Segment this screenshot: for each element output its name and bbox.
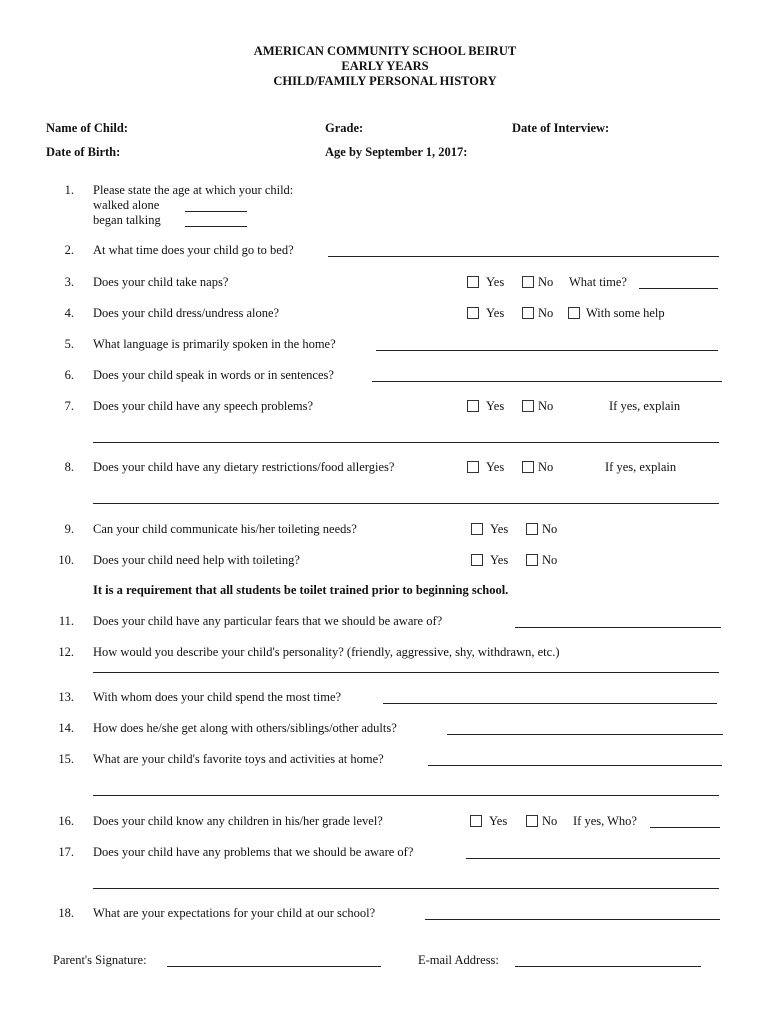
question-number: 16.	[58, 814, 74, 828]
email-label: E-mail Address:	[418, 953, 499, 967]
question-text: Does your child speak in words or in sentences?	[93, 368, 334, 382]
personality-field[interactable]	[93, 672, 719, 673]
question-number: 13.	[58, 690, 74, 704]
what-time-label: What time?	[569, 275, 627, 289]
nap-time-field[interactable]	[639, 288, 718, 289]
question-text: What language is primarily spoken in the home?	[93, 337, 336, 351]
get-along-field[interactable]	[447, 734, 723, 735]
question-number: 10.	[58, 553, 74, 567]
question-text: What are your expectations for your child at our school?	[93, 906, 376, 920]
began-talking-field[interactable]	[185, 226, 247, 227]
question-text: What are your child's favorite toys and activities at home?	[93, 752, 384, 766]
if-yes-who-label: If yes, Who?	[573, 814, 637, 828]
no-label: No	[538, 460, 554, 474]
age-by-label: Age by September 1, 2017:	[325, 145, 468, 159]
yes-label: Yes	[489, 814, 508, 828]
email-field[interactable]	[515, 966, 701, 967]
date-of-birth-label: Date of Birth:	[46, 145, 121, 159]
question-text: With whom does your child spend the most time?	[93, 690, 342, 704]
favorite-toys-field-continued[interactable]	[93, 795, 719, 796]
began-talking-label: began talking	[93, 213, 161, 227]
date-of-interview-label: Date of Interview:	[512, 121, 610, 135]
no-checkbox[interactable]	[522, 461, 534, 473]
question-text: Does your child need help with toileting?	[93, 553, 300, 567]
no-checkbox[interactable]	[522, 276, 534, 288]
name-of-child-label: Name of Child:	[46, 121, 128, 135]
form-title: CHILD/FAMILY PERSONAL HISTORY	[273, 74, 497, 88]
speech-mode-field[interactable]	[372, 381, 722, 382]
question-number: 1.	[64, 183, 74, 197]
no-checkbox[interactable]	[526, 523, 538, 535]
who-field[interactable]	[650, 827, 720, 828]
expectations-field[interactable]	[425, 919, 720, 920]
question-number: 18.	[58, 906, 74, 920]
yes-label: Yes	[490, 553, 509, 567]
yes-label: Yes	[486, 275, 505, 289]
question-text: Please state the age at which your child:	[93, 183, 294, 197]
no-label: No	[538, 306, 554, 320]
question-text: Does your child have any dietary restrictions/food allergies?	[93, 460, 395, 474]
no-checkbox[interactable]	[522, 400, 534, 412]
question-text: Does your child dress/undress alone?	[93, 306, 280, 320]
bedtime-field[interactable]	[328, 256, 719, 257]
question-number: 15.	[58, 752, 74, 766]
no-label: No	[542, 814, 558, 828]
question-text: Can your child communicate his/her toileting needs?	[93, 522, 357, 536]
if-yes-explain-label: If yes, explain	[609, 399, 681, 413]
no-checkbox[interactable]	[526, 815, 538, 827]
yes-checkbox[interactable]	[470, 815, 482, 827]
question-text: Does your child have any particular fears that we should be aware of?	[93, 614, 443, 628]
grade-label: Grade:	[325, 121, 364, 135]
question-text: Does your child take naps?	[93, 275, 229, 289]
question-number: 4.	[64, 306, 74, 320]
question-text: At what time does your child go to bed?	[93, 243, 294, 257]
question-text: Does your child have any problems that we should be aware of?	[93, 845, 414, 859]
question-number: 2.	[64, 243, 74, 257]
question-text: Does your child know any children in his/her grade level?	[93, 814, 383, 828]
yes-label: Yes	[486, 306, 505, 320]
no-label: No	[538, 275, 554, 289]
question-number: 14.	[58, 721, 74, 735]
no-label: No	[542, 553, 558, 567]
question-number: 17.	[58, 845, 74, 859]
yes-checkbox[interactable]	[467, 307, 479, 319]
with-some-help-checkbox[interactable]	[568, 307, 580, 319]
fears-field[interactable]	[515, 627, 721, 628]
yes-label: Yes	[490, 522, 509, 536]
yes-checkbox[interactable]	[467, 400, 479, 412]
question-number: 12.	[58, 645, 74, 659]
question-text: How does he/she get along with others/siblings/other adults?	[93, 721, 397, 735]
question-text: How would you describe your child's personality? (friendly, aggressive, shy, withdrawn, etc.)	[93, 645, 560, 659]
explain-field[interactable]	[93, 442, 719, 443]
question-text: Does your child have any speech problems?	[93, 399, 314, 413]
parent-signature-field[interactable]	[167, 966, 381, 967]
question-number: 3.	[64, 275, 74, 289]
no-label: No	[538, 399, 554, 413]
language-field[interactable]	[376, 350, 718, 351]
with-some-help-label: With some help	[586, 306, 665, 320]
yes-label: Yes	[486, 399, 505, 413]
explain-field[interactable]	[93, 503, 719, 504]
question-number: 5.	[64, 337, 74, 351]
no-checkbox[interactable]	[522, 307, 534, 319]
yes-checkbox[interactable]	[467, 461, 479, 473]
school-name: AMERICAN COMMUNITY SCHOOL BEIRUT	[253, 44, 517, 58]
question-number: 9.	[64, 522, 74, 536]
question-number: 7.	[64, 399, 74, 413]
if-yes-explain-label: If yes, explain	[605, 460, 677, 474]
yes-checkbox[interactable]	[467, 276, 479, 288]
question-number: 6.	[64, 368, 74, 382]
yes-checkbox[interactable]	[471, 554, 483, 566]
parent-signature-label: Parent's Signature:	[53, 953, 147, 967]
yes-checkbox[interactable]	[471, 523, 483, 535]
question-number: 11.	[58, 614, 74, 628]
most-time-field[interactable]	[383, 703, 717, 704]
walked-alone-field[interactable]	[185, 211, 247, 212]
problems-field-continued[interactable]	[93, 888, 719, 889]
no-checkbox[interactable]	[526, 554, 538, 566]
question-number: 8.	[64, 460, 74, 474]
toilet-training-requirement: It is a requirement that all students be toilet trained prior to beginning school.	[93, 583, 509, 597]
problems-field[interactable]	[466, 858, 720, 859]
section-title: EARLY YEARS	[341, 59, 429, 73]
no-label: No	[542, 522, 558, 536]
yes-label: Yes	[486, 460, 505, 474]
walked-alone-label: walked alone	[93, 198, 160, 212]
favorite-toys-field[interactable]	[428, 765, 722, 766]
